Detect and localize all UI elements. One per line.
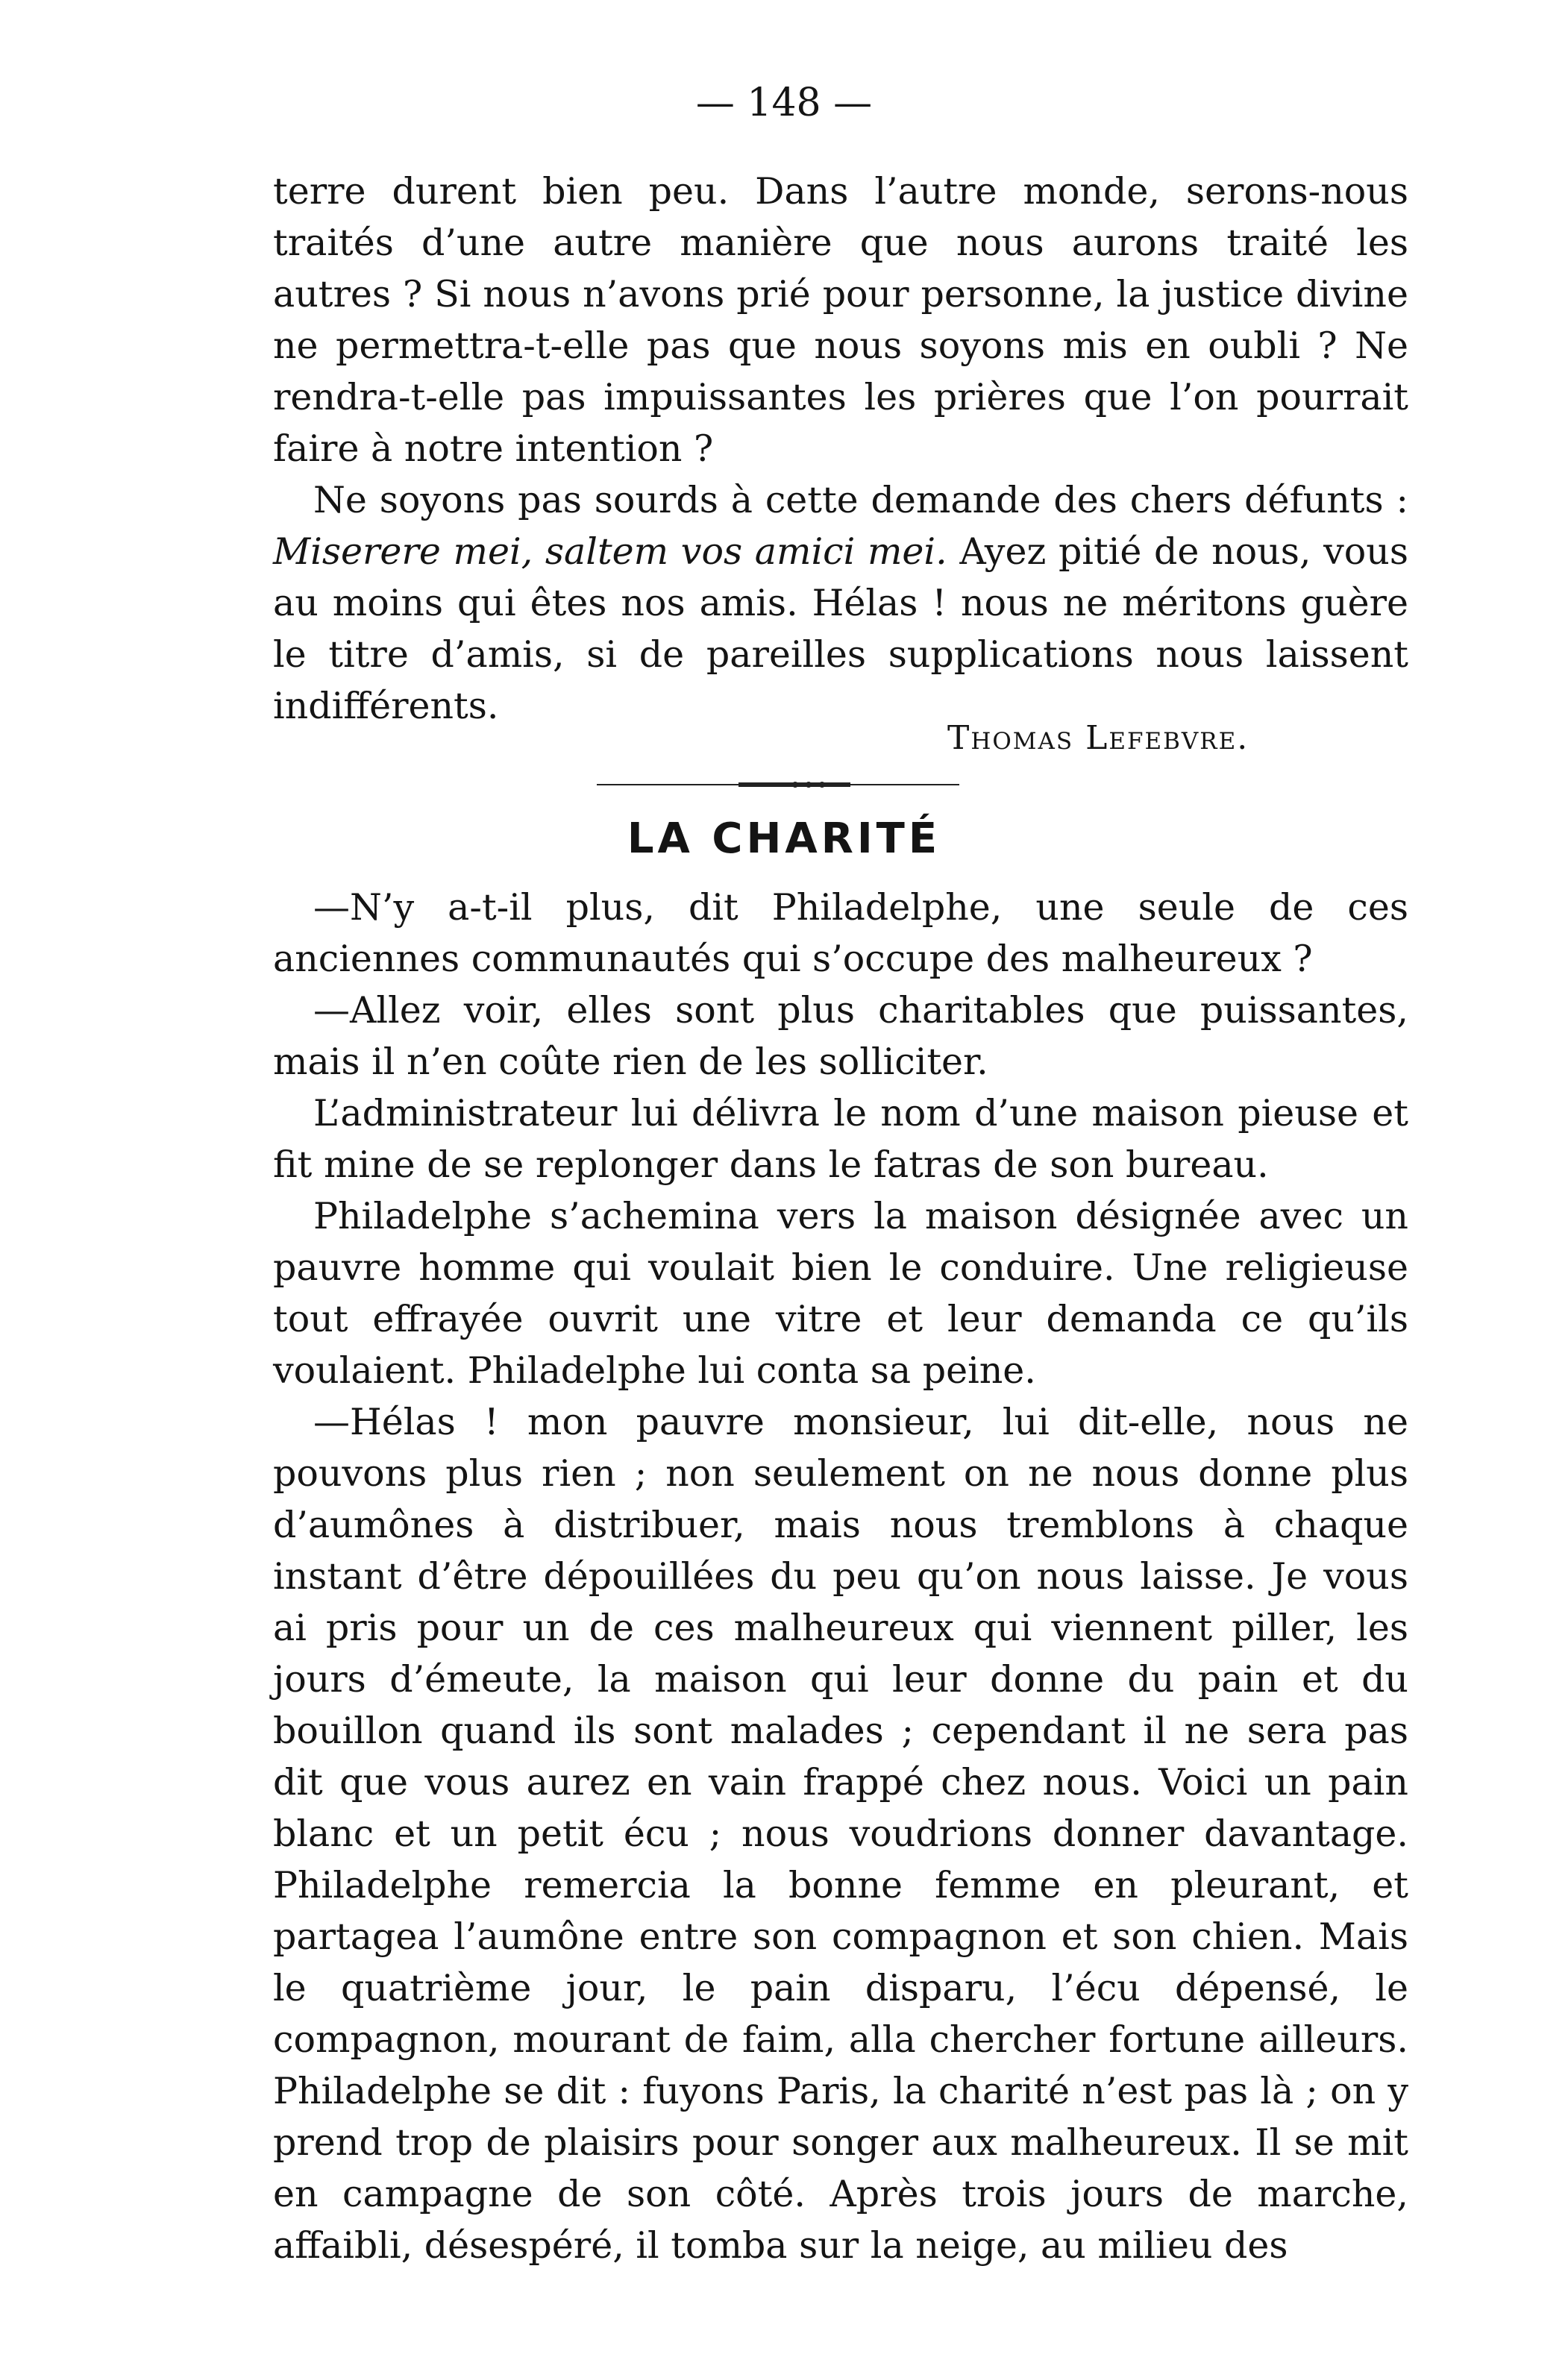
section-body — [273, 882, 1408, 2271]
page-number: — 148 — — [695, 81, 873, 125]
paragraph-text: Ne soyons pas sourds à cette demande des chers défunts : — [313, 479, 1408, 521]
paragraph: —N’y a-t-il plus, dit Philadelphe, une seule de ces anciennes communautés qui s’occupe des malheureux ? — [273, 886, 1408, 980]
section-title: LA CHARITÉ — [627, 815, 941, 863]
paragraph: L’administrateur lui délivra le nom d’une maison pieuse et fit mine de se replonger dans le fatras de son bureau. — [273, 1092, 1408, 1186]
latin-quote: Miserere mei, saltem vos amici mei. — [273, 530, 947, 573]
paragraph: Philadelphe s’achemina vers la maison désignée avec un pauvre homme qui voulait bien le conduire. Une religieuse tout effrayée ouvrit une vitre et leur demanda ce qu’ils voulaient. Philadelphe lui conta sa peine. — [273, 1195, 1408, 1392]
paragraph: —Hélas ! mon pauvre monsieur, lui dit-elle, nous ne pouvons plus rien ; non seulement on ne nous donne plus d’aumônes à distribuer, mais nous tremblons à chaque instant d’être dépouillées du peu qu’on nous laisse. Je vous ai pris pour un de ces malheureux qui viennent piller, les jours d’émeute, la maison qui leur donne du pain et du bouillon quand ils sont malades ; cependant il ne sera pas dit que vous aurez en vain frappé chez nous. Voici un pain blanc et un petit écu ; nous voudrions donner davantage. Philadelphe remercia la bonne femme en pleurant, et partagea l’aumône entre son compagnon et son chien. Mais le quatrième jour, le pain disparu, l’écu dépensé, le compagnon, mourant de faim, alla chercher fortune ailleurs. Philadelphe se dit : fuyons Paris, la charité n’est pas là ; on y prend trop de plaisirs pour songer aux malheureux. Il se mit en campagne de son côté. Après trois jours de marche, affaibli, désespéré, il tomba sur la neige, au milieu des — [273, 1401, 1408, 2267]
author-signature: Thomas Lefebvre. — [947, 719, 1249, 757]
section-divider — [597, 782, 959, 788]
paragraph-text: Ayez pitié de nous, vous au moins qui êtes nos amis. Hélas ! nous ne méritons guère le titre d’amis, si de pareilles supplications nous laissent indifférents. — [273, 530, 1408, 727]
paragraph — [273, 474, 1408, 732]
paragraph: —Allez voir, elles sont plus charitables que puissantes, mais il n’en coûte rien de les solliciter. — [273, 989, 1408, 1083]
paragraph: terre durent bien peu. Dans l’autre monde, serons-nous traités d’une autre manière que nous aurons traité les autres ? Si nous n’avons prié pour personne, la justice divine ne permettra-t-elle pas que nous soyons mis en oubli ? Ne rendra-t-elle pas impuissantes les prières que l’on pourrait faire à notre intention ? — [273, 170, 1408, 470]
continued-text — [273, 166, 1408, 732]
